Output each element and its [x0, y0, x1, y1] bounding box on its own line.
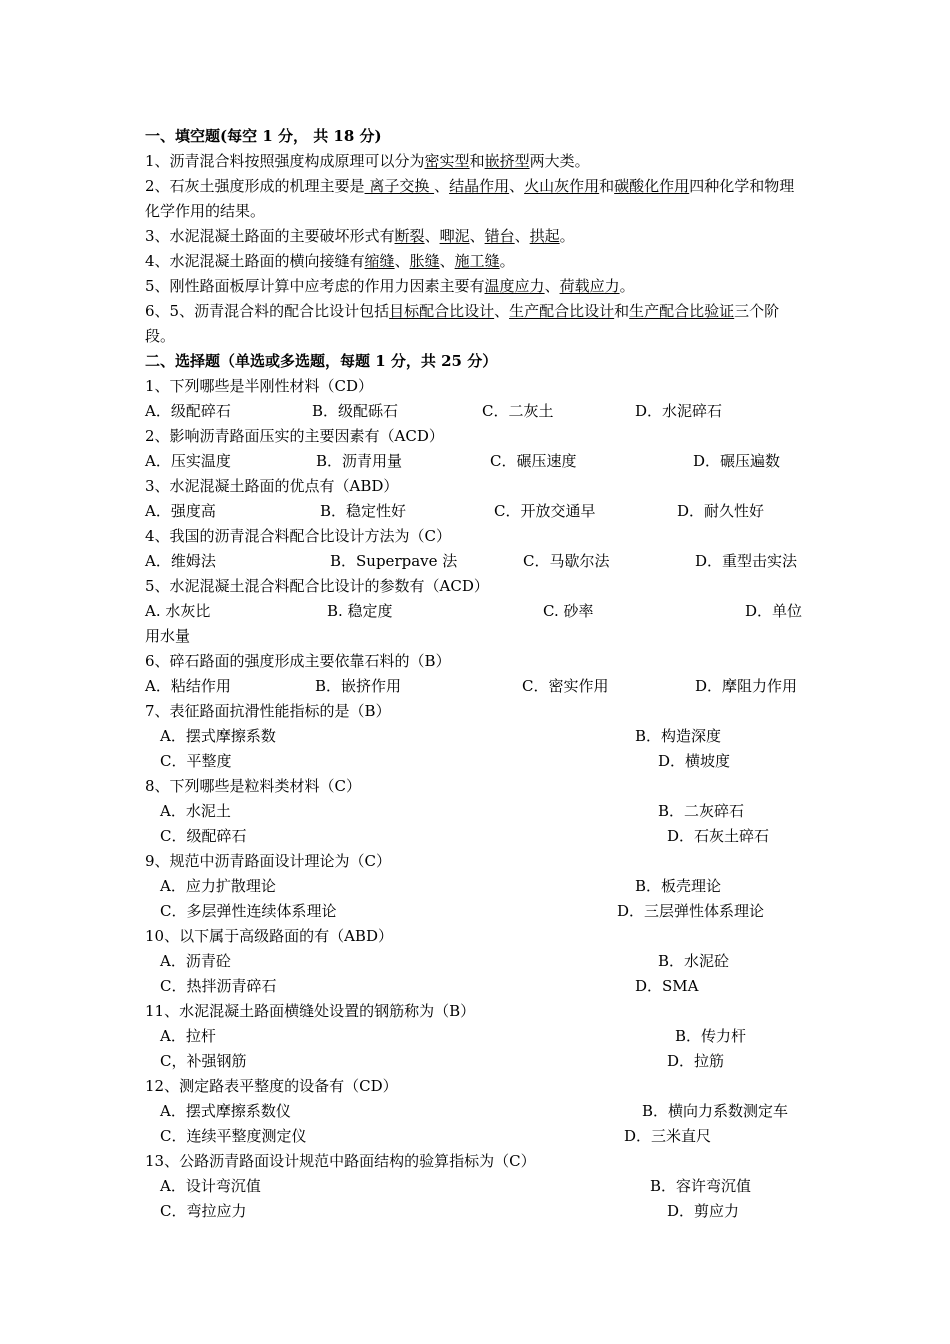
answer-option: B．板壳理论	[635, 877, 722, 895]
document-page	[145, 124, 807, 1224]
fill-question-5: 5、刚性路面板厚计算中应考虑的作用力因素主要有温度应力、荷载应力。	[145, 277, 635, 295]
answer-option: D．重型击实法	[695, 552, 798, 570]
answer-option: D．单位	[745, 602, 803, 620]
answer-option: D．SMA	[635, 977, 699, 995]
answer-option: A．维姆法	[145, 552, 216, 570]
answer-option: B．传力杆	[675, 1027, 747, 1045]
fill-question-3: 3、水泥混凝土路面的主要破坏形式有断裂、唧泥、错台、拱起。	[145, 227, 575, 245]
answer-option: B. 稳定度	[327, 602, 393, 620]
answer-option: C．密实作用	[522, 677, 609, 695]
answer-option: A．设计弯沉值	[160, 1177, 261, 1195]
answer-blank: 目标配合比设计	[389, 302, 495, 320]
answer-option: D．拉筋	[667, 1052, 725, 1070]
answer-option: A．摆式摩擦系数仪	[160, 1102, 291, 1120]
answer-option: C．碾压速度	[490, 452, 577, 470]
fill-question-1: 1、沥青混合料按照强度构成原理可以分为密实型和嵌挤型两大类。	[145, 152, 590, 170]
answer-option: A．强度高	[145, 502, 216, 520]
answer-option: B．构造深度	[635, 727, 722, 745]
answer-option: A．应力扩散理论	[160, 877, 276, 895]
answer-blank: 碳酸化作用	[614, 177, 690, 195]
answer-option: A．沥青砼	[160, 952, 231, 970]
answer-option: A．压实温度	[145, 452, 231, 470]
answer-option: C．马歇尔法	[523, 552, 610, 570]
answer-blank: 离子交换	[364, 177, 435, 195]
choice-question: 7、表征路面抗滑性能指标的是（B）	[145, 702, 391, 720]
answer-option: C．平整度	[160, 752, 232, 770]
answer-option: D．摩阻力作用	[695, 677, 798, 695]
answer-blank: 生产配合比设计	[509, 302, 615, 320]
section1-title: 一、填空题(每空 1 分， 共 18 分)	[145, 127, 382, 145]
choice-question: 10、以下属于高级路面的有（ABD）	[145, 927, 393, 945]
choice-question: 1、下列哪些是半刚性材料（CD）	[145, 377, 374, 395]
fill-question-6: 6、5、沥青混合料的配合比设计包括目标配合比设计、生产配合比设计和生产配合比验证三个阶段。	[145, 302, 780, 345]
answer-blank: 缩缝	[364, 252, 395, 270]
answer-blank: 温度应力	[484, 277, 545, 295]
answer-option: C．开放交通早	[494, 502, 596, 520]
choice-question: 2、影响沥青路面压实的主要因素有（ACD）	[145, 427, 444, 445]
option-row	[145, 1174, 807, 1199]
answer-option: D．水泥碎石	[635, 402, 723, 420]
option-row	[145, 499, 807, 524]
choice-question: 13、公路沥青路面设计规范中路面结构的验算指标为（C）	[145, 1152, 536, 1170]
answer-blank: 荷载应力	[559, 277, 620, 295]
choice-question: 9、规范中沥青路面设计理论为（C）	[145, 852, 392, 870]
answer-blank: 施工缝	[454, 252, 500, 270]
answer-blank: 嵌挤型	[484, 152, 530, 170]
answer-option: A. 水灰比	[145, 602, 211, 620]
choice-question: 5、水泥混凝土混合料配合比设计的参数有（ACD）	[145, 577, 489, 595]
answer-option: B．水泥砼	[658, 952, 730, 970]
answer-option: C. 砂率	[543, 602, 594, 620]
choice-question: 3、水泥混凝土路面的优点有（ABD）	[145, 477, 399, 495]
option-row	[145, 674, 807, 699]
answer-blank: 断裂	[394, 227, 425, 245]
answer-option: A．拉杆	[160, 1027, 216, 1045]
option-row	[145, 399, 807, 424]
answer-blank: 唧泥	[439, 227, 470, 245]
section2-title: 二、选择题（单选或多选题，每题 1 分，共 25 分）	[145, 352, 498, 370]
answer-blank: 火山灰作用	[524, 177, 600, 195]
choice-question: 4、我国的沥青混合料配合比设计方法为（C）	[145, 527, 452, 545]
answer-option: A．级配碎石	[145, 402, 231, 420]
option-row	[145, 899, 807, 924]
choice-question: 12、测定路表平整度的设备有（CD）	[145, 1077, 398, 1095]
option-row	[145, 549, 807, 574]
answer-option: B．沥青用量	[316, 452, 403, 470]
option-row	[145, 724, 807, 749]
choice-question: 8、下列哪些是粒料类材料（C）	[145, 777, 362, 795]
answer-option: C．弯拉应力	[160, 1202, 247, 1220]
answer-option: A．摆式摩擦系数	[160, 727, 276, 745]
option-continuation: 用水量	[145, 627, 191, 645]
answer-option: D．三层弹性体系理论	[617, 902, 765, 920]
answer-blank: 生产配合比验证	[629, 302, 735, 320]
choice-question: 11、水泥混凝土路面横缝处设置的钢筋称为（B）	[145, 1002, 476, 1020]
option-row	[145, 449, 807, 474]
option-row	[145, 1049, 807, 1074]
fill-question-4: 4、水泥混凝土路面的横向接缝有缩缝、胀缝、施工缝。	[145, 252, 515, 270]
option-row	[145, 874, 807, 899]
option-row	[145, 1124, 807, 1149]
answer-option: B．二灰碎石	[658, 802, 745, 820]
option-row	[145, 599, 807, 624]
answer-option: D．耐久性好	[677, 502, 765, 520]
answer-option: A．粘结作用	[145, 677, 231, 695]
fill-question-2: 2、石灰土强度形成的机理主要是 离子交换 、结晶作用、火山灰作用和碳酸化作用四种化学和物理化学作用的结果。	[145, 177, 795, 220]
option-row	[145, 799, 807, 824]
answer-option: C，补强钢筋	[160, 1052, 247, 1070]
answer-blank: 错台	[484, 227, 515, 245]
answer-option: B．稳定性好	[320, 502, 407, 520]
answer-blank: 密实型	[424, 152, 470, 170]
answer-option: B．容许弯沉值	[650, 1177, 752, 1195]
option-row	[145, 824, 807, 849]
answer-option: A．水泥土	[160, 802, 231, 820]
answer-blank: 拱起	[529, 227, 560, 245]
answer-option: C．多层弹性连续体系理论	[160, 902, 337, 920]
answer-option: D．剪应力	[667, 1202, 740, 1220]
option-row	[145, 1099, 807, 1124]
answer-option: C．二灰土	[482, 402, 554, 420]
answer-option: D．三米直尺	[624, 1127, 712, 1145]
choice-question-list	[145, 374, 807, 1224]
answer-option: C．连续平整度测定仪	[160, 1127, 307, 1145]
answer-option: D．石灰土碎石	[667, 827, 770, 845]
option-row	[145, 949, 807, 974]
answer-option: D．横坡度	[658, 752, 731, 770]
answer-option: C．热拌沥青碎石	[160, 977, 277, 995]
answer-blank: 结晶作用	[449, 177, 510, 195]
option-row	[145, 1024, 807, 1049]
answer-option: B．横向力系数测定车	[642, 1102, 789, 1120]
answer-option: B．嵌挤作用	[315, 677, 402, 695]
answer-option: D．碾压遍数	[693, 452, 781, 470]
answer-option: C．级配碎石	[160, 827, 247, 845]
choice-question: 6、碎石路面的强度形成主要依靠石料的（B）	[145, 652, 451, 670]
answer-option: B．Superpave 法	[330, 552, 458, 570]
answer-blank: 胀缝	[409, 252, 440, 270]
option-row	[145, 974, 807, 999]
answer-option: B．级配砾石	[312, 402, 399, 420]
option-row	[145, 749, 807, 774]
option-row	[145, 1199, 807, 1224]
